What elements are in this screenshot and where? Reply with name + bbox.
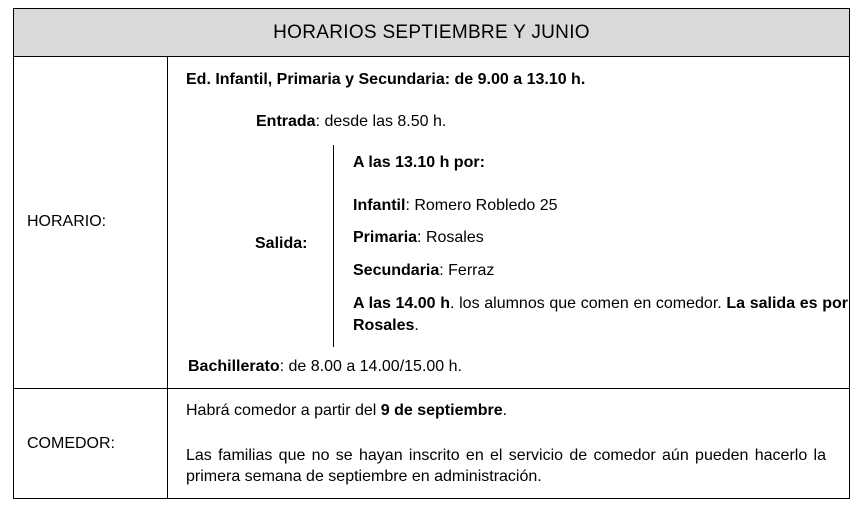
primaria-text: : Rosales <box>417 229 484 246</box>
bachillerato-label: Bachillerato <box>188 358 280 375</box>
infantil-label: Infantil <box>353 197 406 214</box>
infantil-text: : Romero Robledo 25 <box>405 197 558 214</box>
ed-schedule-line: Ed. Infantil, Primaria y Secundaria: de 9.00 a 13.10 h. <box>186 71 586 88</box>
secundaria-line <box>353 262 494 280</box>
salida-rosales-end: . <box>414 317 419 334</box>
secundaria-label: Secundaria <box>353 262 440 279</box>
salida-1400-text: . los alumnos que comen en comedor. <box>450 295 722 312</box>
infantil-line <box>353 197 558 215</box>
salida-rosales-bold: La salida es por Rosales <box>353 295 848 334</box>
comedor-start-line <box>186 402 507 420</box>
bachillerato-line <box>188 358 462 376</box>
bachillerato-text: : de 8.00 a 14.00/15.00 h. <box>279 358 462 375</box>
salida-1310-heading: A las 13.10 h por: <box>353 154 485 171</box>
comedor-info-paragraph: Las familias que no se hayan inscrito en el servicio de comedor aún pueden hacerlo la primera semana de septiembre en administración. <box>186 447 826 485</box>
secundaria-text: : Ferraz <box>439 262 495 279</box>
salida-label: Salida: <box>255 235 308 252</box>
table-title: HORARIOS SEPTIEMBRE Y JUNIO <box>14 9 849 57</box>
comedor-label: COMEDOR: <box>27 435 115 452</box>
entrada-text: : desde las 8.50 h. <box>315 113 447 130</box>
salida-divider <box>333 145 334 347</box>
comedor-start-text: Habrá comedor a partir del <box>186 402 381 419</box>
comedor-start-end: . <box>502 402 508 419</box>
column-divider <box>167 57 168 498</box>
row-divider <box>14 388 849 389</box>
salida-1400-label: A las 14.00 h <box>353 295 451 312</box>
primaria-label: Primaria <box>353 229 418 246</box>
entrada-line <box>256 113 446 131</box>
schedule-table <box>13 8 850 499</box>
entrada-label: Entrada <box>256 113 316 130</box>
primaria-line <box>353 229 484 247</box>
comedor-start-date: 9 de septiembre <box>380 402 503 419</box>
horario-label: HORARIO: <box>27 213 107 230</box>
salida-1400-paragraph <box>353 293 848 337</box>
